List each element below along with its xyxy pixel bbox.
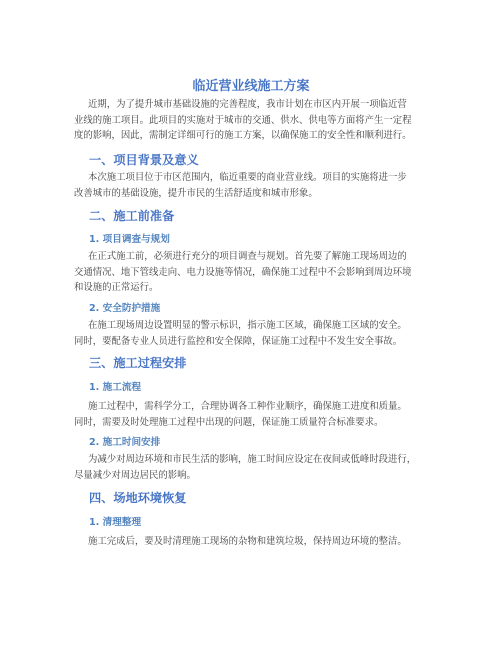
section-1-line-2: 改善城市的基础设施，提升市民的生活舒适度和城市形象。	[74, 187, 318, 199]
section-2-1-line-1: 在正式施工前，必须进行充分的项目调查与规划。首先要了解施工现场周边的	[88, 251, 407, 262]
intro-paragraph	[74, 97, 430, 144]
section-2-1-paragraph	[74, 249, 430, 296]
document-title: 临近营业线施工方案	[192, 79, 310, 94]
intro-line-2: 业线的施工项目。此项目的实施对于城市的交通、供水、供电等方面将产生一定程	[74, 114, 412, 126]
section-2-heading: 二、施工前准备	[89, 209, 175, 223]
section-3-2-line-2: 尽量减少对周边居民的影响。	[74, 469, 196, 481]
section-4-1-paragraph	[74, 534, 430, 550]
section-4-heading: 四、场地环境恢复	[89, 491, 187, 505]
section-4-1-heading: 1. 清理整理	[89, 517, 142, 528]
section-3-heading: 三、施工过程安排	[89, 356, 187, 370]
section-2-1-heading: 1. 项目调查与规划	[89, 234, 170, 245]
section-3-2-heading: 2. 施工时间安排	[89, 437, 161, 448]
section-1-line-1: 本次施工项目位于市区范围内，临近重要的商业营业线。项目的实施将进一步	[88, 172, 407, 183]
section-2-2-line-1: 在施工现场周边设置明显的警示标识，指示施工区域，确保施工区域的安全。	[88, 320, 407, 331]
section-1-paragraph	[74, 170, 430, 201]
section-3-2-line-1: 为减少对周边环境和市民生活的影响，施工时间应设定在夜间或低峰时段进行，	[88, 454, 417, 465]
section-3-2-paragraph	[74, 452, 430, 483]
section-2-2-line-2: 同时，要配备专业人员进行监控和安全保障，保证施工过程中不发生安全事故。	[74, 335, 403, 347]
section-3-1-paragraph	[74, 399, 430, 430]
section-4-1-line-1: 施工完成后，要及时清理施工现场的杂物和建筑垃圾，保持周边环境的整洁。	[88, 536, 407, 547]
section-3-1-line-1: 施工过程中，需科学分工，合理协调各工种作业顺序，确保施工进度和质量。	[88, 401, 407, 412]
section-2-1-line-3: 和设施的正常运行。	[74, 282, 159, 293]
section-2-2-paragraph	[74, 318, 430, 349]
section-3-1-line-2: 同时，需要及时处理施工过程中出现的问题，保证施工质量符合标准要求。	[74, 416, 384, 428]
section-2-2-heading: 2. 安全防护措施	[89, 303, 161, 314]
section-1-heading: 一、项目背景及意义	[89, 153, 199, 167]
intro-line-3: 度的影响，因此，需制定详细可行的施工方案，以确保施工的安全性和顺利进行。	[74, 130, 412, 141]
intro-line-1: 近期，为了提升城市基础设施的完善程度，我市计划在市区内开展一项临近营	[88, 99, 407, 110]
section-3-1-heading: 1. 施工流程	[89, 382, 142, 393]
section-2-1-line-2: 交通情况、地下管线走向、电力设施等情况，确保施工过程中不会影响到周边环境	[74, 266, 412, 278]
